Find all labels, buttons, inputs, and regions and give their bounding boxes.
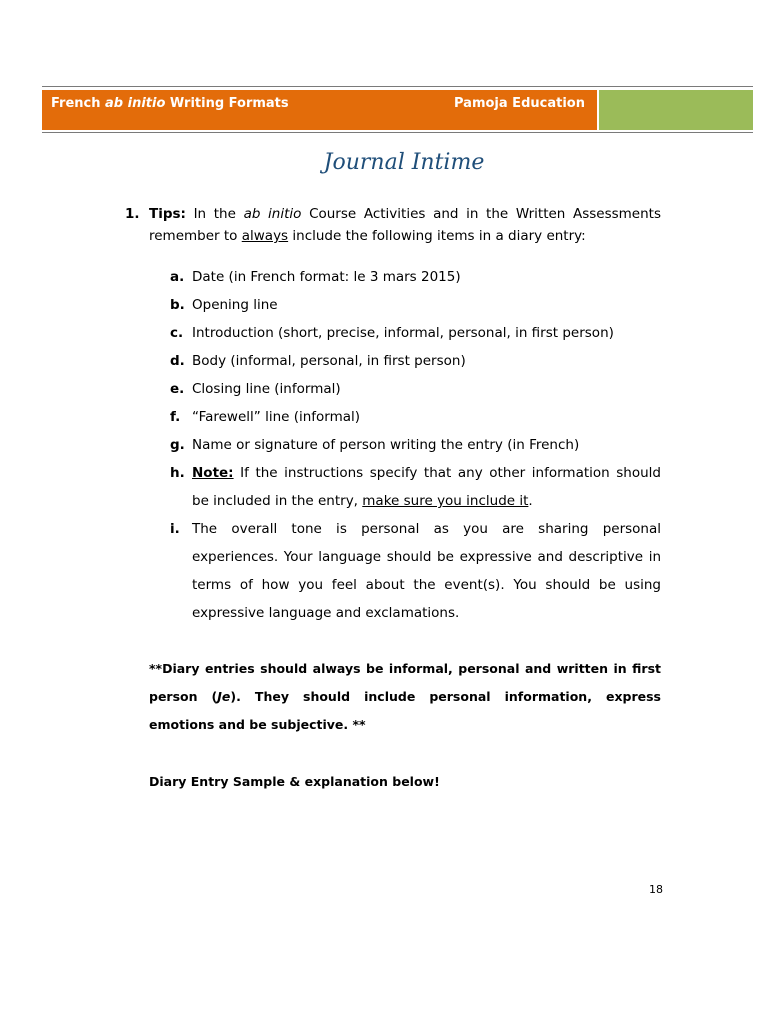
header-course-title: French ab initio Writing Formats [51, 96, 289, 111]
tips-body: Tips: In the ab initio Course Activities and in the Written Assessments remember to always include the following items in a diary entry: [149, 206, 662, 244]
note-list-item: h. Note: If the instructions specify that any other information should be included in the entry, make sure you include it. [170, 465, 661, 509]
tips-label: Tips: [149, 206, 186, 222]
tips-paragraph [125, 203, 661, 247]
list-item: d. Body (informal, personal, in first person) [170, 353, 466, 369]
header-banner [42, 90, 753, 130]
list-item: a. Date (in French format: le 3 mars 2015) [170, 269, 461, 285]
header-top-rule [42, 86, 753, 87]
list-item: e. Closing line (informal) [170, 381, 341, 397]
page-title: Journal Intime [323, 150, 485, 175]
header-bottom-rule [42, 132, 753, 133]
header-orange-block [42, 90, 597, 130]
tips-items-list [170, 263, 661, 627]
header-green-block [599, 90, 753, 130]
tips-number: 1. [125, 206, 140, 222]
tone-list-item: i. The overall tone is personal as you are sharing personal experiences. Your language should be expressive and descriptive in terms of how you feel about the event(s). You should be using expressive language and exclamations. [170, 521, 661, 621]
list-item: b. Opening line [170, 297, 278, 313]
header-org: Pamoja Education [454, 96, 585, 111]
list-item: g. Name or signature of person writing the entry (in French) [170, 437, 580, 453]
note-label: Note: [192, 465, 234, 481]
list-item: c. Introduction (short, precise, informal, personal, in first person) [170, 325, 614, 341]
sample-line: Diary Entry Sample & explanation below! [149, 774, 440, 789]
page-number: 18 [649, 883, 663, 896]
list-item: f. “Farewell” line (informal) [170, 409, 361, 425]
diary-note-paragraph: **Diary entries should always be informal, personal and written in first person (Je). They should include personal information, express emotions and be subjective. ** [149, 661, 661, 732]
